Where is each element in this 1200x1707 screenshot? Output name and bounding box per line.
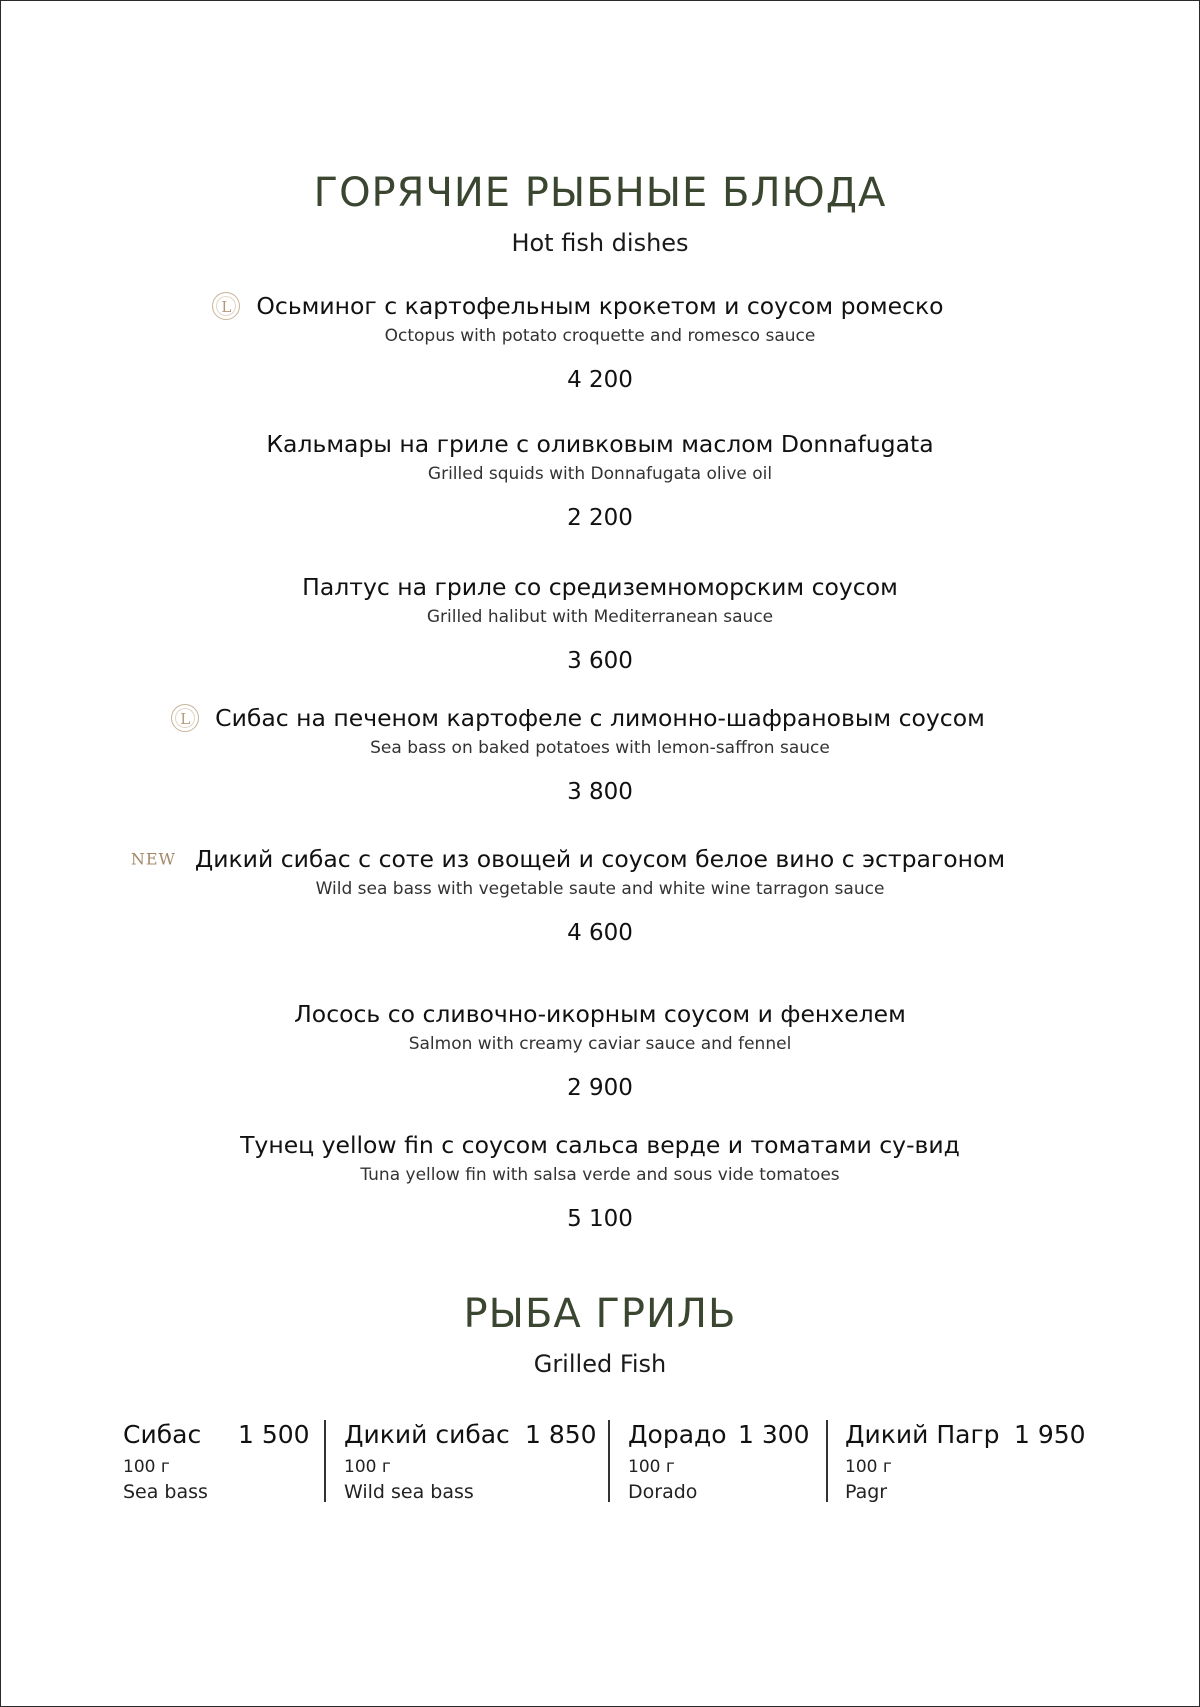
dish-item [0, 1000, 1200, 1101]
dish-name-ru: Дикий сибас с соте из овощей и соусом белое вино с эстрагоном [194, 845, 1006, 873]
section-title-hot-fish: ГОРЯЧИЕ РЫБНЫЕ БЛЮДА [313, 170, 887, 216]
dish-name-en: Grilled halibut with Mediterranean sauce [426, 607, 774, 627]
dish-price: 2 900 [567, 1075, 633, 1101]
dish-name-en: Grilled squids with Donnafugata olive oil [427, 464, 773, 484]
dish-name-ru: Осьминог с картофельным крокетом и соусом ромеско [256, 292, 944, 320]
grill-item-price: 1 850 [525, 1420, 597, 1449]
section-subtitle-hot-fish: Hot fish dishes [511, 229, 689, 257]
dish-item [0, 1131, 1200, 1232]
grill-item-name-en: Wild sea bass [344, 1481, 474, 1503]
dish-name-en: Salmon with creamy caviar sauce and fennel [408, 1034, 792, 1054]
grill-item-weight: 100 г [628, 1457, 675, 1477]
dish-name-en: Sea bass on baked potatoes with lemon-saffron sauce [370, 738, 830, 758]
grill-item [628, 1420, 813, 1502]
dish-name-en: Wild sea bass with vegetable saute and white wine tarragon sauce [315, 879, 885, 899]
dish-price: 2 200 [567, 505, 633, 531]
dish-price: 3 800 [567, 779, 633, 805]
dish-item [0, 430, 1200, 531]
dish-name-en: Tuna yellow fin with salsa verde and sous vide tomatoes [360, 1165, 840, 1185]
grill-item-name: Дикий Пагр [845, 1420, 1000, 1449]
grill-item [845, 1420, 1085, 1502]
grill-item-name: Дорадо [628, 1420, 727, 1449]
dish-item [0, 845, 1200, 946]
dish-name-ru: Лосось со сливочно-икорным соусом и фенхелем [294, 1000, 906, 1028]
dish-item [0, 704, 1200, 805]
restaurant-logo-icon: L [171, 704, 199, 732]
dish-price: 5 100 [567, 1206, 633, 1232]
grilled-fish-row [0, 1420, 1200, 1502]
dish-name-ru: Палтус на гриле со средиземноморским соусом [302, 573, 898, 601]
dish-name-ru: Тунец yellow fin с соусом сальса верде и томатами су-вид [240, 1131, 960, 1159]
grill-item-name-en: Sea bass [123, 1481, 208, 1503]
column-divider [608, 1420, 610, 1502]
column-divider [324, 1420, 326, 1502]
grill-item-price: 1 300 [738, 1420, 810, 1449]
grill-item-name: Дикий сибас [344, 1420, 510, 1449]
dish-price: 4 200 [567, 367, 633, 393]
grill-item-weight: 100 г [344, 1457, 391, 1477]
restaurant-logo-icon: L [212, 292, 240, 320]
dish-price: 3 600 [567, 648, 633, 674]
grill-item-name-en: Pagr [845, 1481, 888, 1503]
dish-item [0, 573, 1200, 674]
grill-item-weight: 100 г [123, 1457, 170, 1477]
grill-item [123, 1420, 310, 1503]
grill-item-name: Сибас [123, 1420, 202, 1449]
grill-item-weight: 100 г [845, 1457, 892, 1477]
section-title-grilled-fish: РЫБА ГРИЛЬ [463, 1291, 737, 1337]
grill-item [344, 1420, 597, 1503]
dish-name-en: Octopus with potato croquette and romesco sauce [384, 326, 816, 346]
grill-item-name-en: Dorado [628, 1481, 698, 1503]
column-divider [826, 1420, 828, 1502]
dish-price: 4 600 [567, 920, 633, 946]
new-badge: NEW [130, 849, 176, 869]
section-subtitle-grilled-fish: Grilled Fish [533, 1350, 667, 1378]
dish-name-ru: Сибас на печеном картофеле с лимонно-шафрановым соусом [215, 704, 985, 732]
dish-name-ru: Кальмары на гриле с оливковым маслом Donnafugata [266, 430, 934, 458]
dish-item [0, 292, 1200, 393]
grill-item-price: 1 500 [238, 1420, 310, 1449]
grill-item-price: 1 950 [1014, 1420, 1086, 1449]
